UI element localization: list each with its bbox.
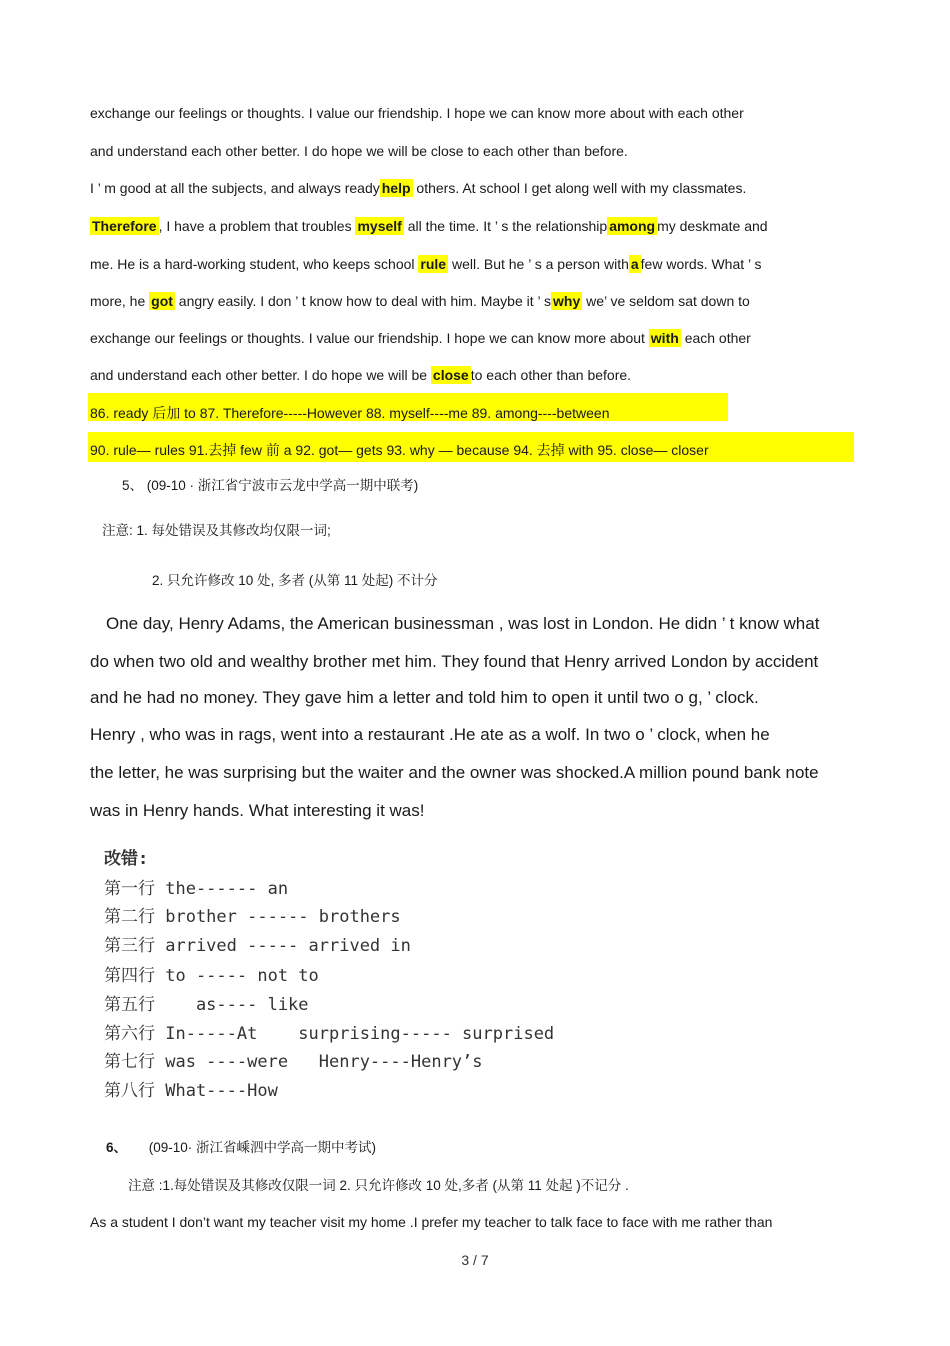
correction-row: 第三行 arrived ----- arrived in — [104, 936, 411, 956]
corrected-line-6 — [90, 366, 631, 384]
section-number: 6、 — [106, 1140, 128, 1155]
section-6-note: 注意 :1.每处错误及其修改仅限一词 2. 只允许修改 10 处,多者 (从第 11 处起 )不记分 . — [128, 1178, 629, 1193]
highlight-correction: why — [553, 293, 581, 309]
section-5-note-2: 2. 只允许修改 10 处, 多者 (从第 11 处起) 不计分 — [152, 573, 438, 588]
highlight-correction: Therefore — [92, 218, 157, 234]
corrected-line-1 — [90, 179, 746, 197]
text-segment: and understand each other better. I do hope we will be — [90, 367, 428, 383]
story-line-4: Henry , who was in rags, went into a restaurant .He ate as a wolf. In two o ’ clock, when he — [90, 725, 770, 744]
highlight-correction: close — [432, 367, 469, 383]
text-segment: angry easily. I don ’ t know how to deal with him. Maybe it ’ s — [178, 293, 551, 309]
correction-row: 第五行 as---- like — [104, 995, 309, 1015]
text-segment: others. At school I get along well with my classmates. — [416, 180, 747, 196]
answer-line-2: 90. rule— rules 91.去掉 few 前 a 92. got— gets 93. why — because 94. 去掉 with 95. close— closer — [90, 442, 709, 458]
text-segment: few words. What ’ s — [640, 256, 762, 272]
story-line-3: and he had no money. They gave him a letter and told him to open it until two o g, ’ clock. — [90, 688, 759, 707]
story-line-6: was in Henry hands. What interesting it was! — [90, 801, 425, 820]
passage-line-2: and understand each other better. I do hope we will be close to each other than before. — [90, 143, 628, 159]
highlight-correction: myself — [357, 218, 402, 234]
highlight-correction: rule — [420, 256, 447, 272]
corrected-line-2 — [90, 217, 768, 235]
text-segment: to each other than before. — [470, 367, 632, 383]
corrected-line-3 — [90, 255, 762, 273]
story-line-2: do when two old and wealthy brother met him. They found that Henry arrived London by accident — [90, 652, 819, 671]
text-segment: each other — [684, 330, 751, 346]
text-segment: well. But he ’ s a person with — [451, 256, 629, 272]
corrected-line-4 — [90, 292, 750, 310]
answer-line-1: 86. ready 后加 to 87. Therefore-----However 88. myself----me 89. among----between — [90, 405, 610, 421]
highlight-correction: got — [151, 293, 173, 309]
section-5-heading: 5、 (09-10 · 浙江省宁波市云龙中学高一期中联考) — [122, 478, 419, 493]
section-6-heading — [106, 1139, 376, 1157]
text-segment: more, he — [90, 293, 146, 309]
section-6-line-1: As a student I don’t want my teacher visit my home .I prefer my teacher to talk face to face with me rather than — [90, 1214, 773, 1230]
correction-row: 第一行 the------ an — [104, 879, 289, 899]
correction-row: 第六行 In-----At surprising----- surprised — [104, 1024, 555, 1044]
story-line-1: One day, Henry Adams, the American businessman , was lost in London. He didn ’ t know what — [106, 614, 820, 633]
text-segment: my deskmate and — [657, 218, 768, 234]
text-segment: we’ ve seldom sat down to — [586, 293, 750, 309]
corrections-title: 改错: — [104, 849, 149, 869]
section-title: (09-10· 浙江省嵊泗中学高一期中考试) — [148, 1140, 377, 1155]
highlight-correction: with — [650, 330, 679, 346]
text-segment: me. He is a hard-working student, who keeps school — [90, 256, 415, 272]
text-segment: I ’ m good at all the subjects, and always ready — [90, 180, 380, 196]
section-5-note-1: 注意: 1. 每处错误及其修改均仅限一词; — [102, 523, 331, 538]
story-line-5: the letter, he was surprising but the waiter and the owner was shocked.A million pound bank note — [90, 763, 819, 782]
correction-row: 第七行 was ----were Henry----Henry’s — [104, 1052, 483, 1072]
text-segment: exchange our feelings or thoughts. I value our friendship. I hope we can know more about — [90, 330, 645, 346]
highlight-correction: among — [609, 218, 656, 234]
correction-row: 第八行 What----How — [104, 1081, 278, 1101]
page-number: 3 / 7 — [461, 1252, 489, 1268]
text-segment: , I have a problem that troubles — [158, 218, 352, 234]
highlight-correction: a — [630, 256, 639, 272]
highlight-correction: help — [381, 180, 411, 196]
correction-row: 第四行 to ----- not to — [104, 966, 319, 986]
correction-row: 第二行 brother ------ brothers — [104, 907, 401, 927]
text-segment: all the time. It ’ s the relationship — [407, 218, 608, 234]
passage-line-1: exchange our feelings or thoughts. I value our friendship. I hope we can know more about with each other — [90, 105, 744, 121]
corrected-line-5 — [90, 329, 751, 347]
